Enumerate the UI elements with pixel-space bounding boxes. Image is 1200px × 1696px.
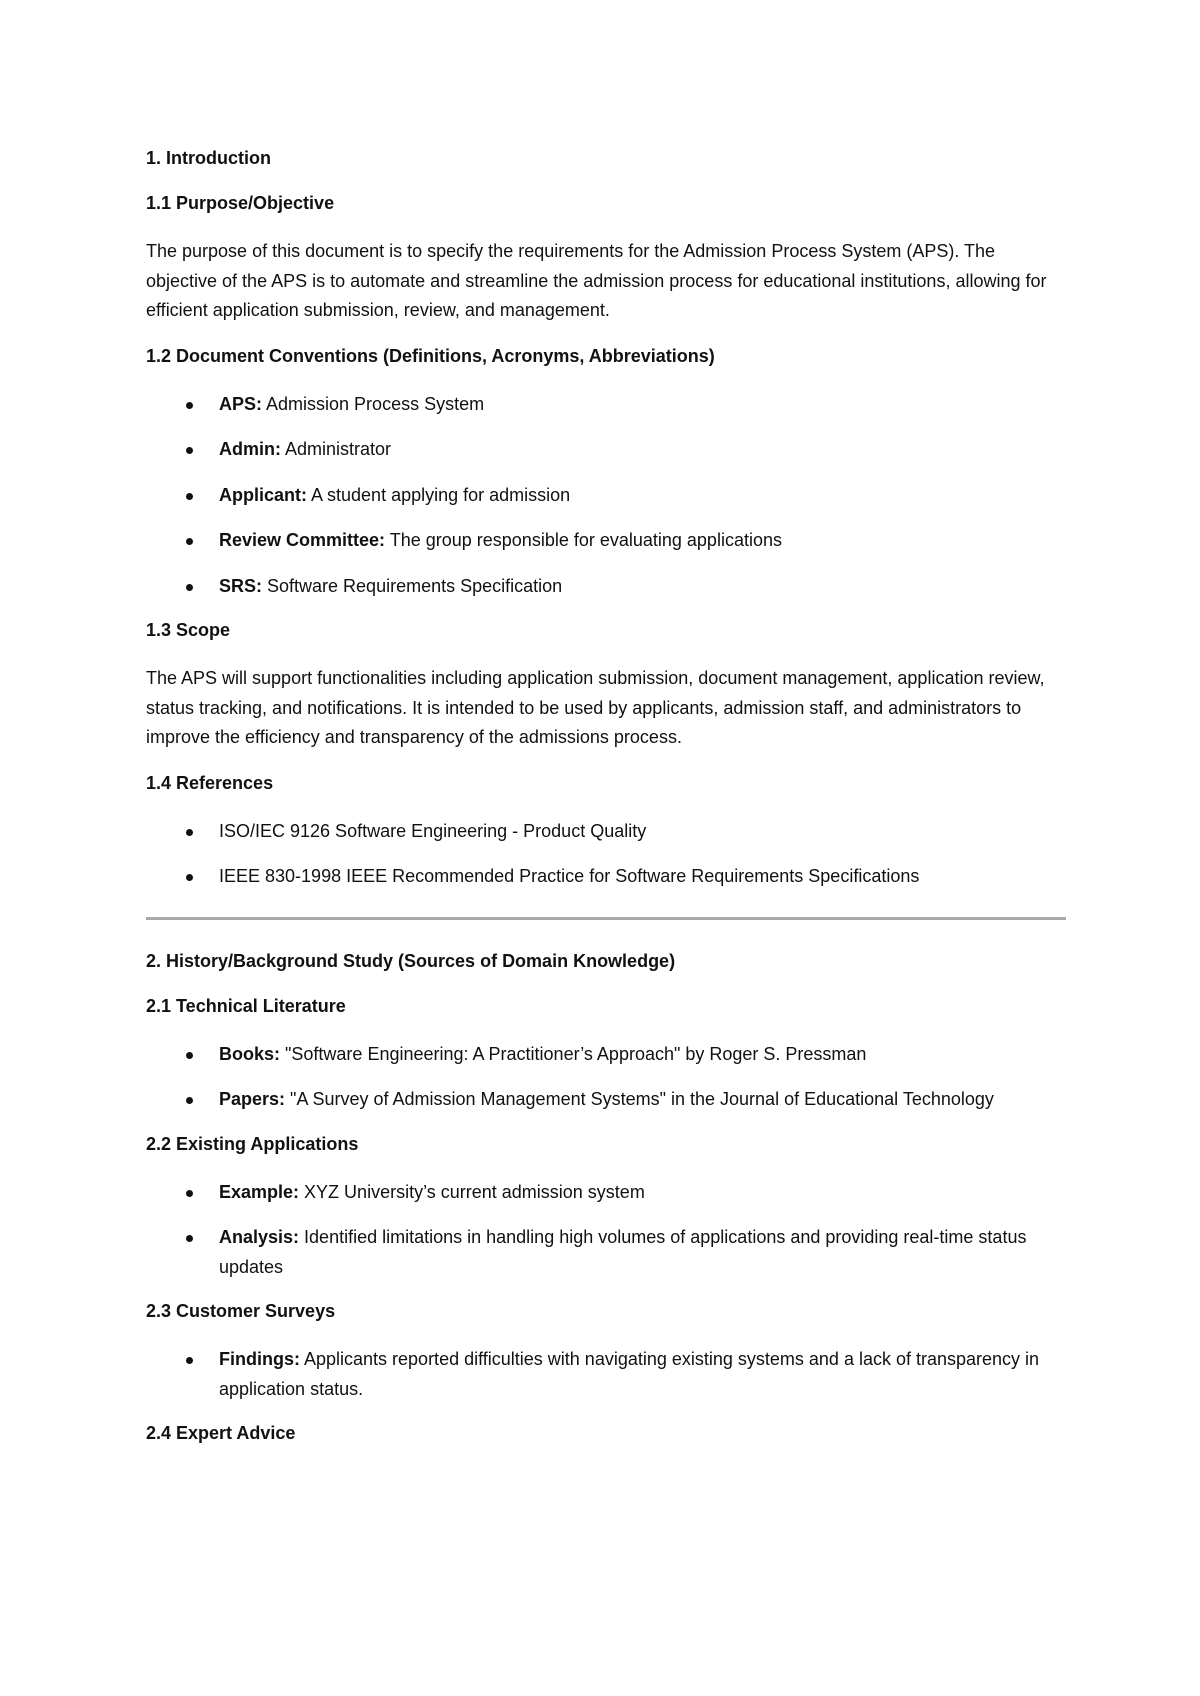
bullet-icon (186, 493, 193, 500)
subheading-technical-literature: 2.1 Technical Literature (146, 995, 346, 1016)
subheading-existing-applications: 2.2 Existing Applications (146, 1133, 359, 1154)
bullet-icon (186, 1190, 193, 1197)
list-item (146, 817, 1066, 847)
bullet-icon (186, 402, 193, 409)
term-label: Example: (219, 1181, 300, 1202)
reference-text: ISO/IEC 9126 Software Engineering - Product Quality (219, 820, 647, 841)
bullet-icon (186, 1235, 193, 1242)
existing-applications-list (146, 1178, 1066, 1283)
list-item (146, 572, 1066, 602)
term-definition: Software Requirements Specification (262, 575, 563, 596)
list-item (146, 1040, 1066, 1070)
term-label: APS: (219, 393, 263, 414)
references-list (146, 817, 1066, 892)
bullet-icon (186, 1097, 193, 1104)
term-label: Admin: (219, 439, 281, 459)
list-item (146, 390, 1066, 420)
horizontal-divider (146, 917, 1066, 920)
conventions-list (146, 390, 1066, 602)
term-label: Analysis: (219, 1227, 300, 1247)
document-content (146, 147, 1066, 1467)
list-item (146, 435, 1066, 465)
list-item (146, 862, 1066, 892)
scope-paragraph: The APS will support functionalities including application submission, document management, application review, status tracking, and notifications. It is intended to be used by applicants, admission staff, and administrators to improve the efficiency and transparency of the admissions process. (146, 668, 1045, 747)
term-definition: XYZ University’s current admission system (299, 1181, 645, 1202)
term-definition: The group responsible for evaluating applications (385, 530, 782, 550)
term-definition: "Software Engineering: A Practitioner’s Approach" by Roger S. Pressman (280, 1043, 867, 1064)
bullet-icon (186, 584, 193, 591)
customer-surveys-list (146, 1345, 1066, 1404)
term-definition: Administrator (281, 439, 392, 459)
bullet-icon (186, 1052, 193, 1059)
bullet-icon (186, 874, 193, 881)
list-item (146, 1085, 1066, 1115)
term-label: Applicant: (219, 484, 307, 505)
subheading-scope: 1.3 Scope (146, 620, 231, 640)
subheading-purpose: 1.1 Purpose/Objective (146, 193, 335, 213)
bullet-icon (186, 1357, 193, 1364)
term-definition: Admission Process System (262, 393, 485, 414)
term-definition: A student applying for admission (307, 484, 571, 505)
term-definition: Identified limitations in handling high volumes of applications and providing real-time status updates (219, 1227, 1027, 1277)
subheading-expert-advice: 2.4 Expert Advice (146, 1423, 296, 1443)
section-heading-introduction: 1. Introduction (146, 148, 271, 168)
term-label: Papers: (219, 1089, 286, 1109)
purpose-paragraph: The purpose of this document is to specify the requirements for the Admission Process System (APS). The objective of the APS is to automate and streamline the admission process for educational institutions, allowing for efficient application submission, review, and management. (146, 241, 1047, 320)
term-label: Review Committee: (219, 530, 386, 550)
term-definition: Applicants reported difficulties with navigating existing systems and a lack of transparency in application status. (219, 1349, 1040, 1399)
section-heading-history: 2. History/Background Study (Sources of Domain Knowledge) (146, 950, 676, 971)
list-item (146, 481, 1066, 511)
bullet-icon (186, 829, 193, 836)
subheading-references: 1.4 References (146, 772, 274, 793)
list-item (146, 1178, 1066, 1208)
term-definition: "A Survey of Admission Management Systems" in the Journal of Educational Technology (285, 1089, 994, 1109)
subheading-conventions: 1.2 Document Conventions (Definitions, Acronyms, Abbreviations) (146, 345, 715, 366)
term-label: SRS: (219, 575, 263, 596)
technical-literature-list (146, 1040, 1066, 1115)
list-item (146, 526, 1066, 556)
list-item (146, 1223, 1066, 1282)
bullet-icon (186, 447, 193, 454)
term-label: Books: (219, 1043, 281, 1064)
list-item (146, 1345, 1066, 1404)
reference-text: IEEE 830-1998 IEEE Recommended Practice for Software Requirements Specifications (219, 866, 920, 886)
bullet-icon (186, 538, 193, 545)
term-label: Findings: (219, 1349, 300, 1369)
subheading-customer-surveys: 2.3 Customer Surveys (146, 1301, 336, 1321)
